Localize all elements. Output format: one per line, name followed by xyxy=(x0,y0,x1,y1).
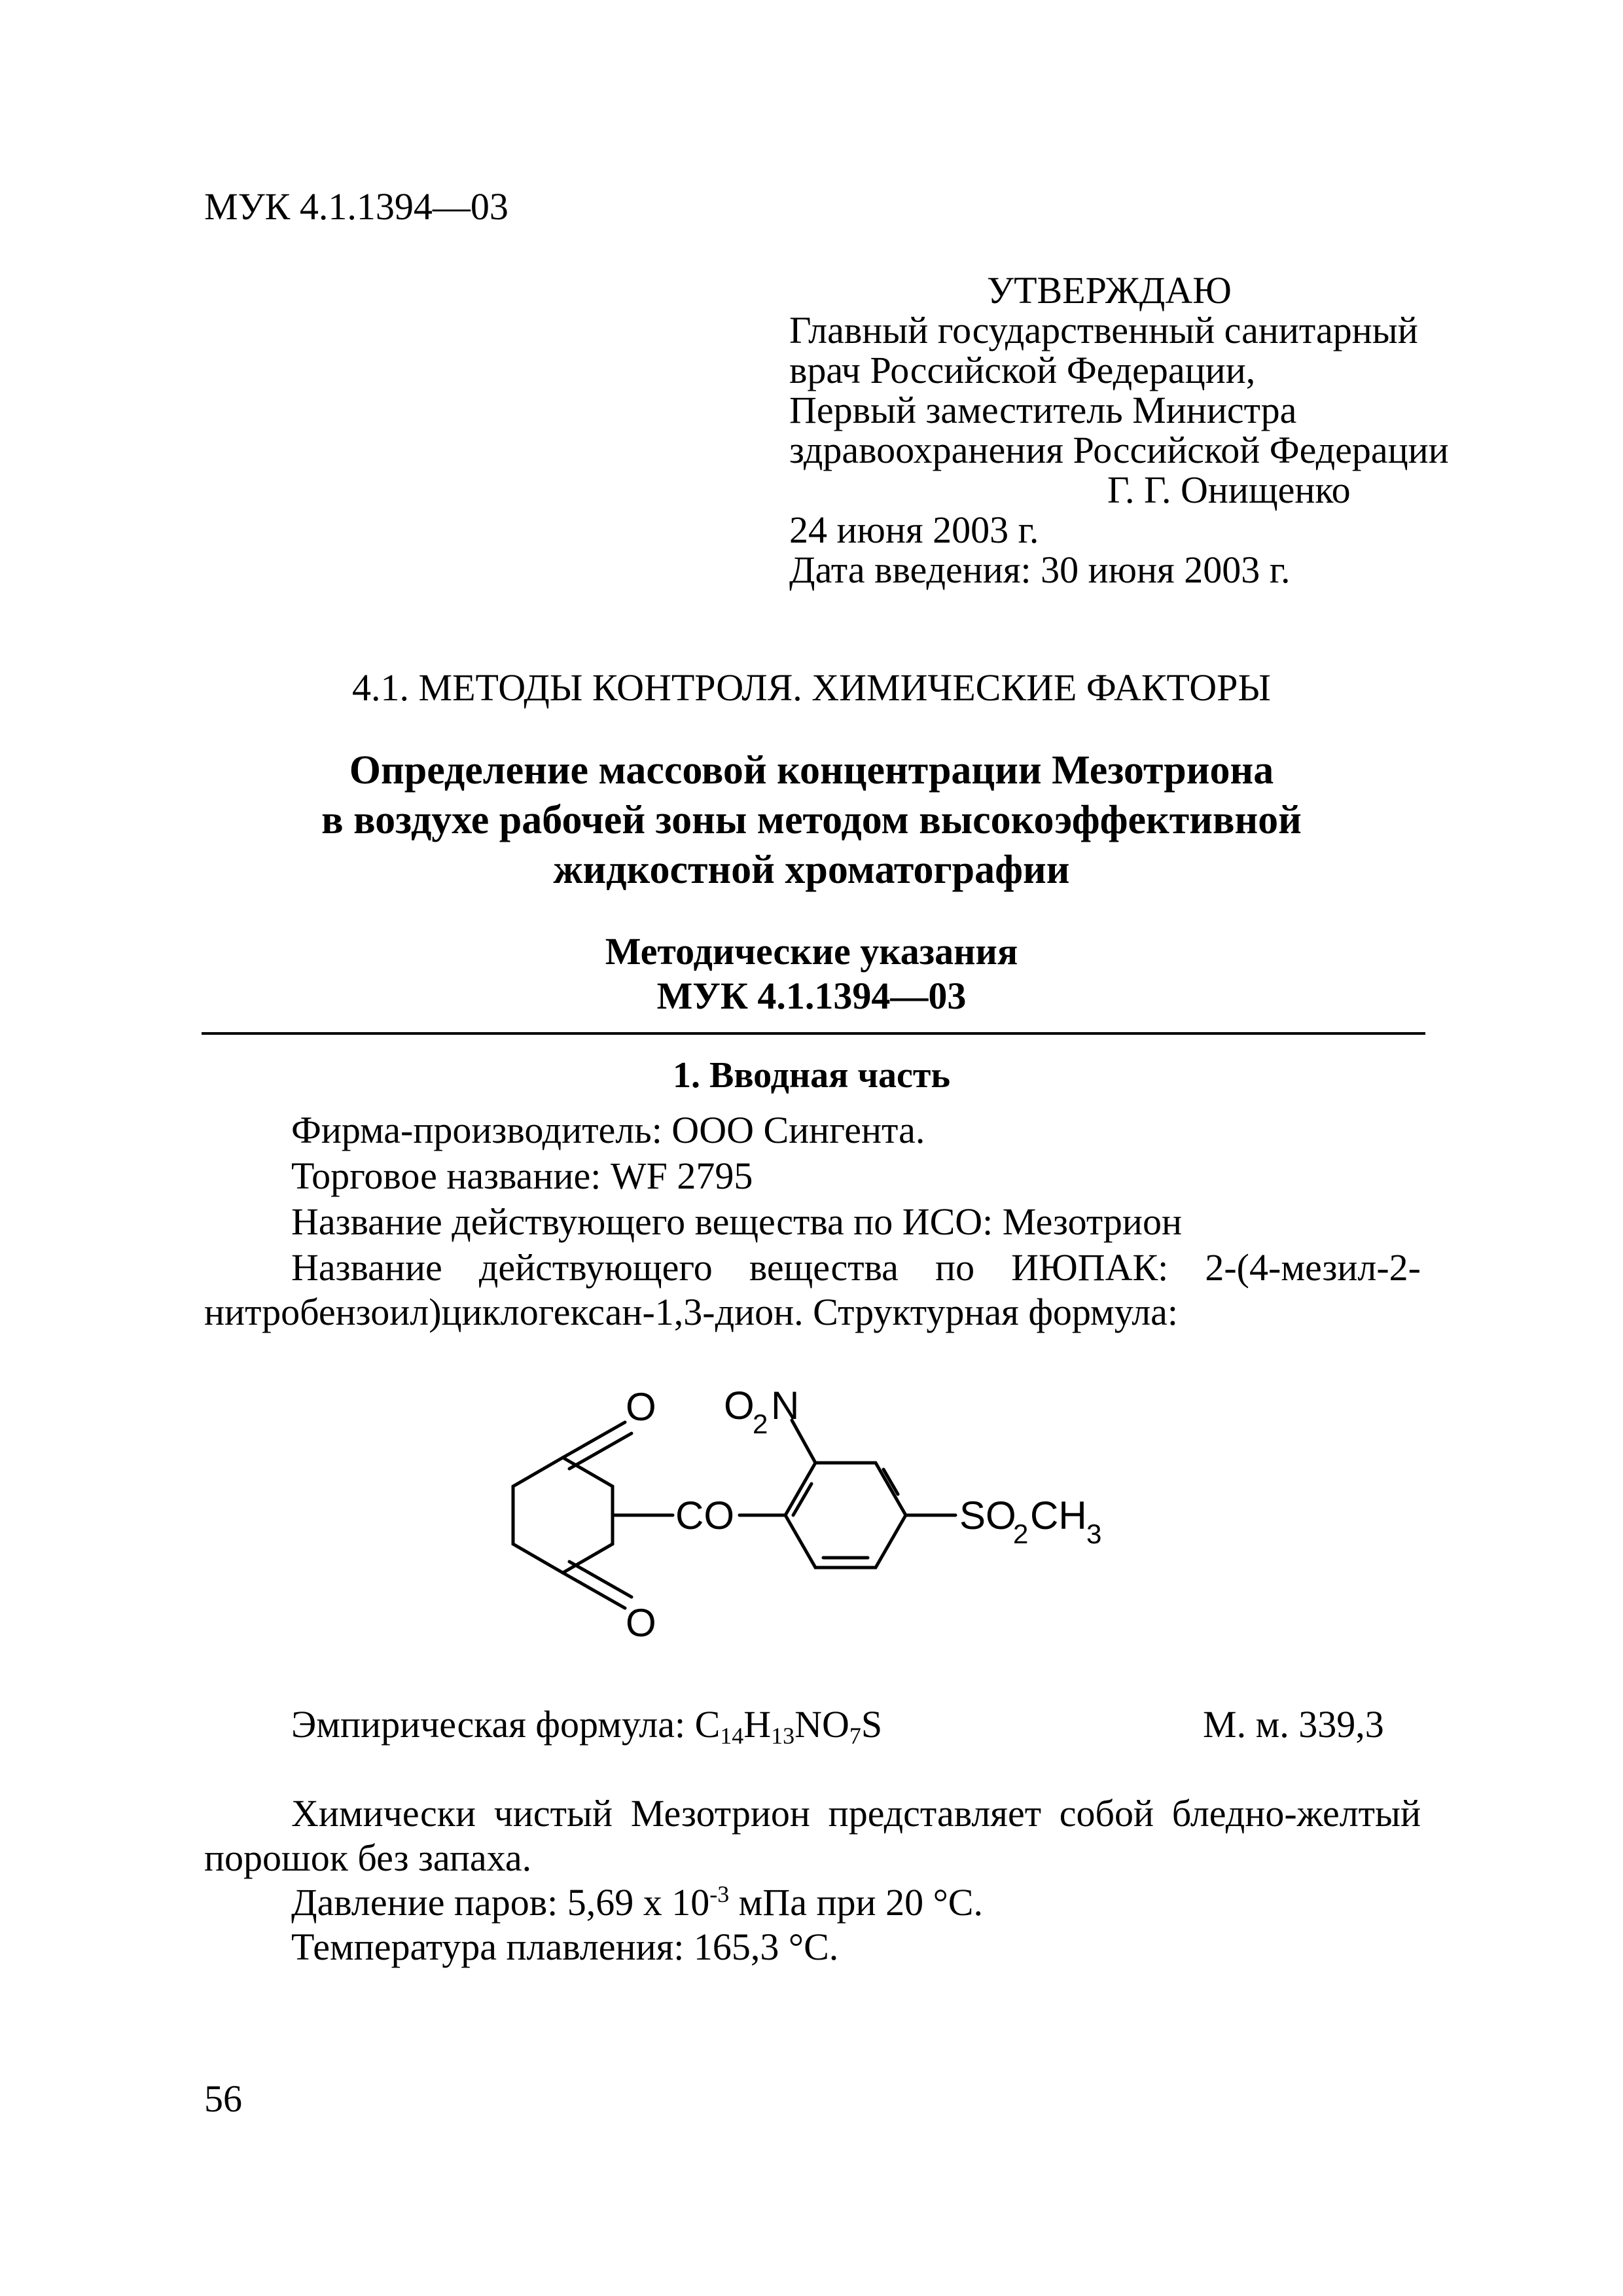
trade-name-line: Торговое название: WF 2795 xyxy=(291,1155,753,1197)
page-number: 56 xyxy=(204,2077,242,2120)
approval-line-1: Главный государственный санитарный xyxy=(789,309,1418,351)
iupac-line-2: нитробензоил)циклогексан-1,3-дион. Структурная формула: xyxy=(204,1291,1179,1333)
formula-c: C xyxy=(694,1703,721,1746)
doc-code-header: МУК 4.1.1394—03 xyxy=(204,185,508,228)
carbonyl-label: CO xyxy=(675,1494,734,1537)
sulfonyl-so-label: SO xyxy=(959,1494,1016,1537)
vapor-suffix: мПа при 20 °С. xyxy=(729,1881,983,1924)
title-line-2: в воздухе рабочей зоны методом высокоэффективной xyxy=(321,798,1302,842)
nitro-sub-label: 2 xyxy=(753,1408,768,1439)
formula-c-sub: 14 xyxy=(720,1723,744,1749)
vapor-prefix: Давление паров: 5,69 х 10 xyxy=(291,1881,710,1924)
title-line-3: жидкостной хроматографии xyxy=(553,848,1070,892)
approval-heading: УТВЕРЖДАЮ xyxy=(987,269,1232,312)
description-line-2: порошок без запаха. xyxy=(204,1837,532,1879)
cyclohexane-ring xyxy=(513,1458,613,1573)
formula-no: NO xyxy=(794,1703,849,1746)
formula-label: Эмпирическая формула: xyxy=(291,1703,695,1746)
formula-no-sub: 7 xyxy=(849,1723,861,1749)
section-header: 4.1. МЕТОДЫ КОНТРОЛЯ. ХИМИЧЕСКИЕ ФАКТОРЫ xyxy=(352,666,1271,709)
formula-h-sub: 13 xyxy=(771,1723,795,1749)
subtitle-line-1: Методические указания xyxy=(605,930,1018,973)
approval-line-4: здравоохранения Российской Федерации xyxy=(789,429,1449,471)
intro-heading: 1. Вводная часть xyxy=(672,1055,951,1096)
subtitle-line-2: МУК 4.1.1394—03 xyxy=(656,975,967,1017)
manufacturer-line: Фирма-производитель: ООО Сингента. xyxy=(291,1109,925,1151)
empirical-formula xyxy=(291,1703,883,1749)
vapor-pressure-line xyxy=(291,1882,983,1923)
lower-carbonyl-bond xyxy=(563,1573,625,1608)
sulfonyl-sub-label: 2 xyxy=(1013,1518,1029,1549)
formula-h: H xyxy=(743,1703,772,1746)
upper-oxygen-label: O xyxy=(626,1385,656,1429)
upper-carbonyl-bond xyxy=(563,1422,625,1458)
nitro-o-label: O xyxy=(724,1384,755,1427)
iso-name-line: Название действующего вещества по ИСО: Мезотрион xyxy=(291,1200,1182,1243)
description-line-1: Химически чистый Мезотрион представляет собой бледно-желтый xyxy=(291,1792,1421,1835)
formula-s: S xyxy=(861,1703,883,1746)
title-line-1: Определение массовой концентрации Мезотриона xyxy=(349,748,1274,793)
approval-date: 24 июня 2003 г. xyxy=(789,509,1039,551)
sulfonyl-ch-label: CH xyxy=(1030,1494,1087,1537)
melting-point-line: Температура плавления: 165,3 °С. xyxy=(291,1926,839,1968)
nitro-n-label: N xyxy=(771,1384,800,1427)
iupac-line-1: Название действующего вещества по ИЮПАК: 2-(4-мезил-2- xyxy=(291,1246,1421,1289)
sulfonyl-sub3-label: 3 xyxy=(1086,1518,1102,1549)
molar-mass: М. м. 339,3 xyxy=(1203,1703,1384,1746)
approval-line-3: Первый заместитель Министра xyxy=(789,389,1297,431)
vapor-exponent: -3 xyxy=(709,1881,730,1908)
approval-effective-date: Дата введения: 30 июня 2003 г. xyxy=(789,548,1291,591)
approval-signer: Г. Г. Онищенко xyxy=(1107,469,1351,511)
lower-oxygen-label: O xyxy=(626,1601,656,1645)
approval-line-2: врач Российской Федерации, xyxy=(789,349,1256,391)
